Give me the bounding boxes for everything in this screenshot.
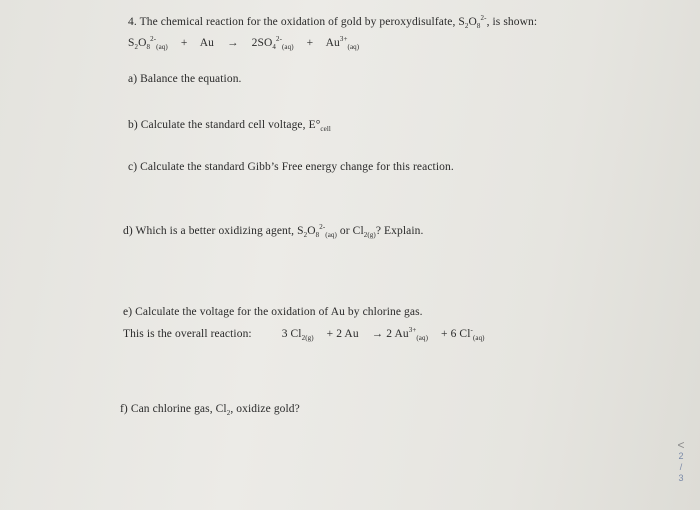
arrow-icon: → bbox=[371, 328, 384, 340]
page-indicator-current: 2 bbox=[678, 451, 684, 461]
page-indicator-separator: / bbox=[679, 462, 683, 472]
part-c: c) Calculate the standard Gibb’s Free energy change for this reaction. bbox=[128, 161, 454, 173]
part-a: a) Balance the equation. bbox=[128, 73, 242, 85]
part-b: b) Calculate the standard cell voltage, $E^\circ_{cell}$ bbox=[128, 119, 331, 133]
part-e: e) Calculate the voltage for the oxidation of Au by chlorine gas. bbox=[123, 306, 423, 318]
arrow-icon: → bbox=[227, 37, 239, 49]
chevron-left-icon[interactable]: < bbox=[677, 438, 685, 452]
part-d: d) Which is a better oxidizing agent, $S_2O_8^{2-}_{(aq)}$ or $Cl_{2(g)}$? Explain. bbox=[123, 223, 424, 239]
reaction-equation: $S_2O_8^{2-}_{(aq)} + Au \to 2SO_4^{2-}_{(aq)} + Au^{3+}_{(aq)}$ bbox=[128, 35, 360, 51]
part-f: f) Can chlorine gas, $Cl_2$, oxidize gold? bbox=[120, 403, 300, 417]
part-e-reaction-line: This is the overall reaction: 3 $Cl_{2(g)} + 2$ Au → 2 $Au^{3+}_{(aq)} + 6$ $Cl^-_{(aq)}$ bbox=[123, 326, 485, 342]
question-intro: 4. The chemical reaction for the oxidation of gold by peroxydisulfate, $S_2O_8^{2-}$, is shown: bbox=[128, 14, 538, 30]
page-indicator-total: 3 bbox=[678, 473, 684, 483]
page-navigator[interactable] bbox=[670, 440, 692, 510]
